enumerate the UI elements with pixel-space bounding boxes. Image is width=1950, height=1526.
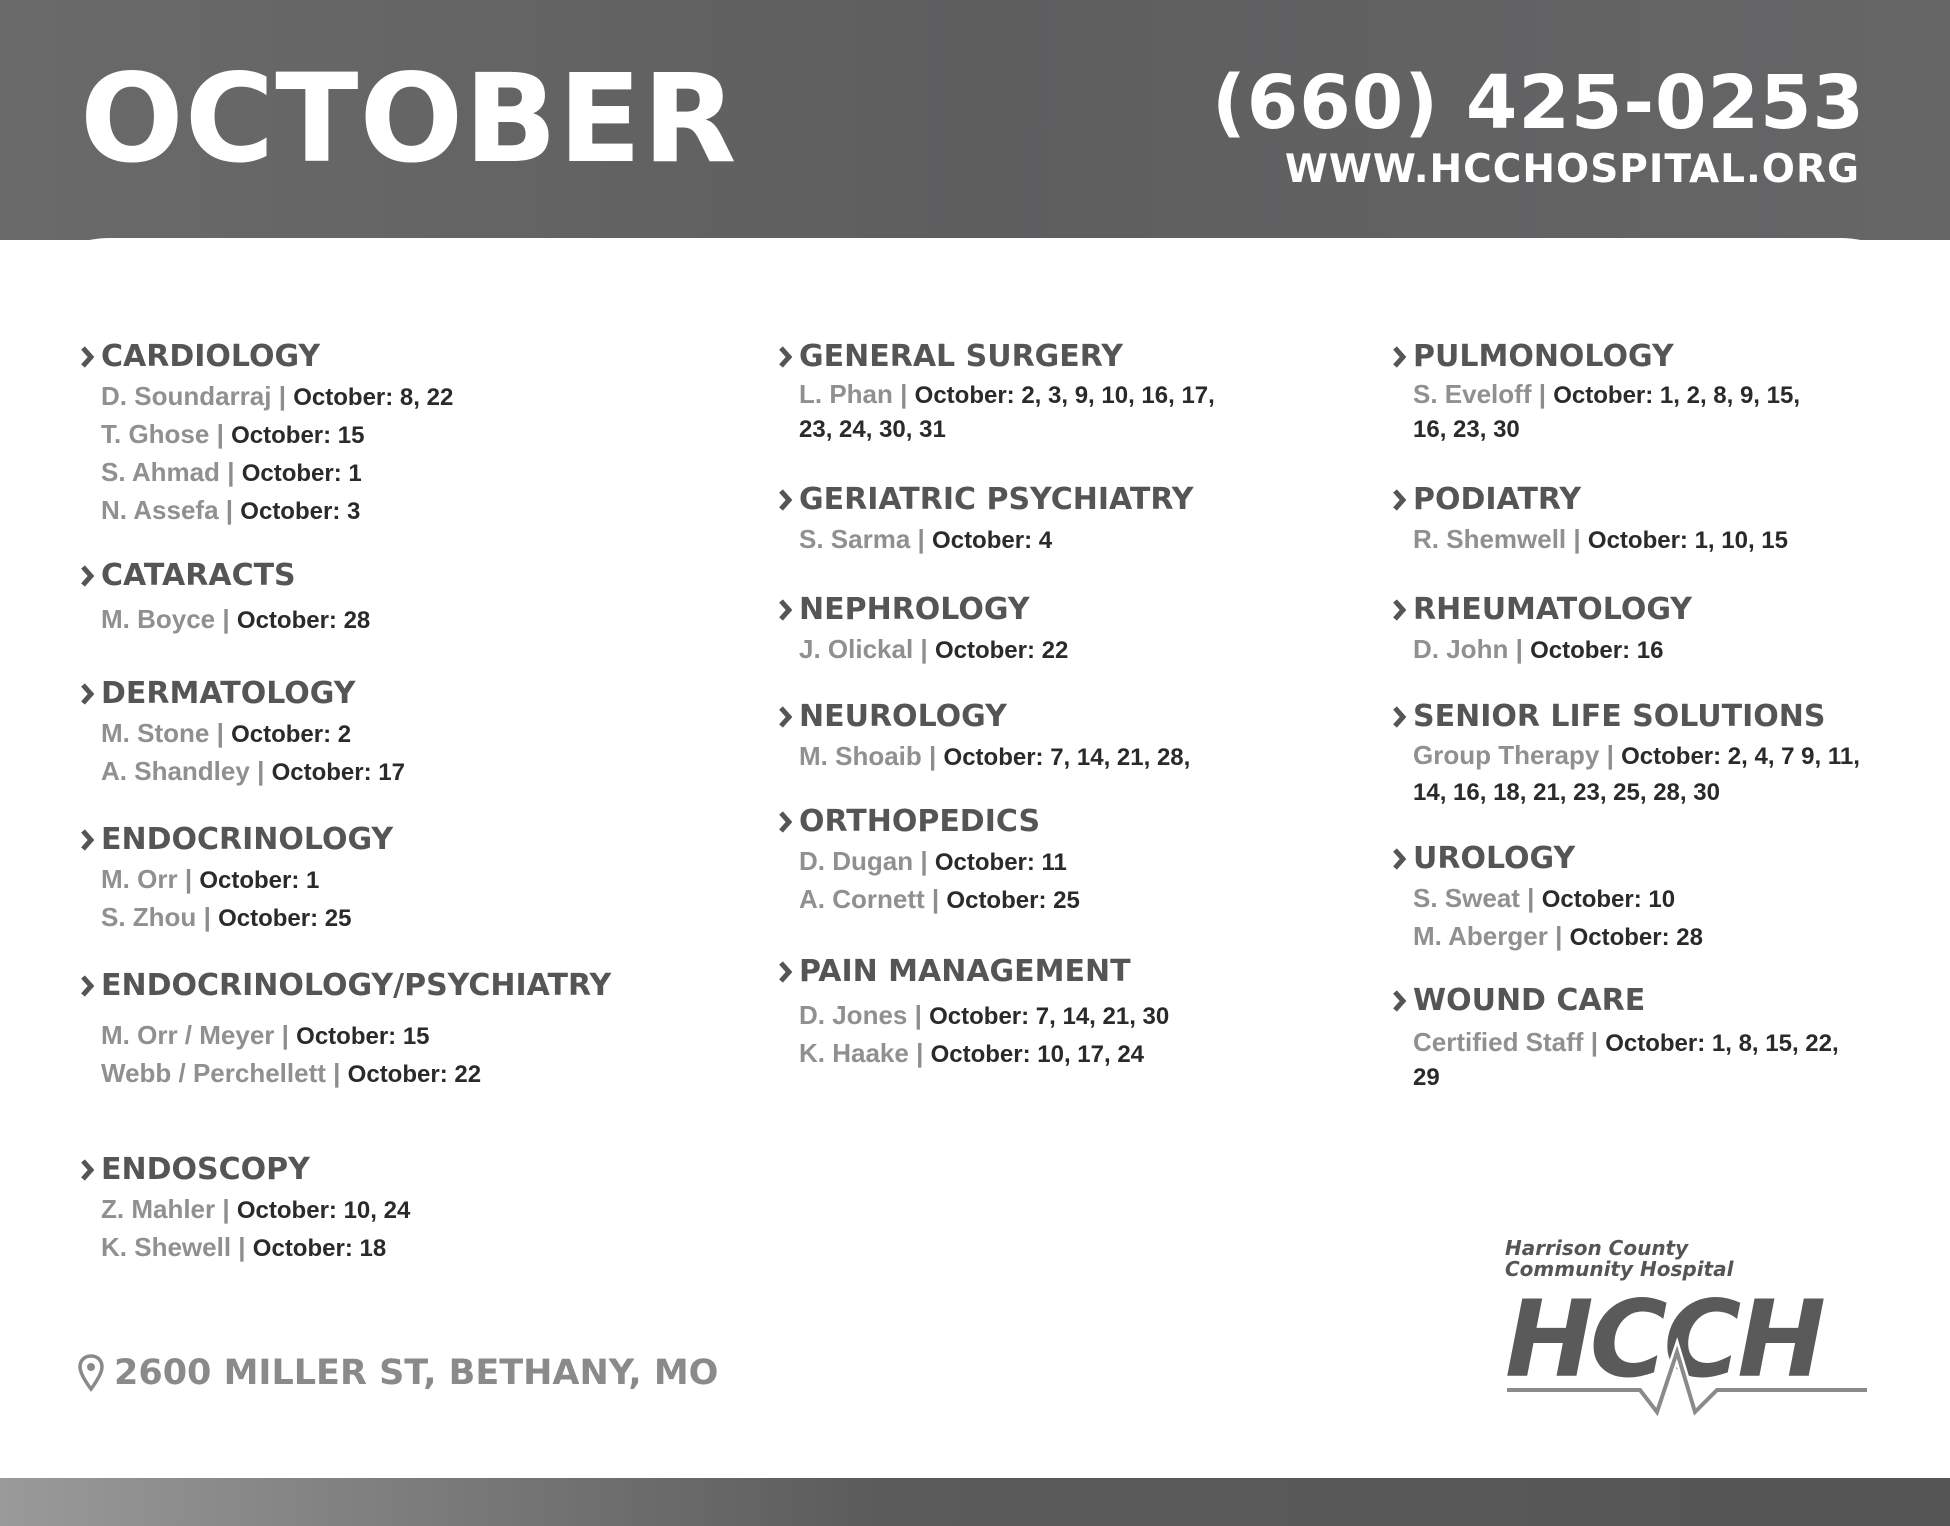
doctor-name: R. Shemwell [1413, 524, 1567, 554]
chevron-right-icon [78, 826, 98, 854]
dept-pain-management [776, 955, 1169, 1073]
list-item: Webb / Perchellett | October: 22 [101, 1058, 482, 1088]
chevron-right-icon [1390, 987, 1410, 1015]
doctor-name: S. Ahmad [101, 457, 220, 487]
doctor-name: S. Zhou [101, 902, 197, 932]
chevron-right-icon [78, 972, 98, 1000]
dept-neurology [776, 700, 1190, 776]
dept-title: PULMONOLOGY [1413, 339, 1674, 374]
dept-cardiology [78, 340, 453, 530]
dept-title: PAIN MANAGEMENT [799, 954, 1131, 989]
address-text: 2600 MILLER ST, BETHANY, MO [114, 1353, 719, 1393]
dept-title: NEPHROLOGY [799, 592, 1030, 627]
dept-podiatry [1390, 483, 1788, 559]
header-banner [0, 0, 1950, 240]
doctor-name: T. Ghose [101, 419, 210, 449]
doctor-name: M. Orr [101, 864, 178, 894]
dept-title: DERMATOLOGY [101, 676, 356, 711]
address [78, 1353, 718, 1393]
dept-title: SENIOR LIFE SOLUTIONS [1413, 699, 1826, 734]
location-pin-icon [78, 1354, 104, 1392]
doctor-name: A. Cornett [799, 884, 925, 914]
dates: October: 10, 17, 24 [930, 1041, 1145, 1068]
dept-title: NEUROLOGY [799, 699, 1007, 734]
list-item: K. Shewell | October: 18 [101, 1232, 387, 1262]
chevron-right-icon [1390, 343, 1410, 371]
dept-title: ENDOCRINOLOGY/PSYCHIATRY [101, 968, 612, 1003]
dates: October: 10 [1541, 886, 1676, 913]
dates: October: 22 [347, 1061, 482, 1088]
list-item: M. Boyce | October: 28 [101, 604, 371, 634]
dept-orthopedics [776, 805, 1080, 919]
list-item: M. Orr / Meyer | October: 15 [101, 1020, 430, 1050]
chevron-right-icon [776, 343, 796, 371]
dept-title: UROLOGY [1413, 841, 1576, 876]
doctor-name: M. Boyce [101, 604, 216, 634]
list-item: D. John | October: 16 [1413, 634, 1664, 664]
dates: October: 1, 10, 15 [1587, 527, 1788, 554]
doctor-name: Certified Staff [1413, 1027, 1584, 1057]
logo-line-2: Community Hospital [1505, 1257, 1734, 1281]
chevron-right-icon [776, 958, 796, 986]
dept-dermatology [78, 677, 405, 791]
doctor-name: N. Assefa [101, 495, 219, 525]
dates: October: 2, 3, 9, 10, 16, 17, 23, 24, 30, 31 [799, 382, 1215, 443]
dates: October: 8, 22 [293, 384, 454, 411]
dates: October: 25 [218, 905, 352, 932]
dates: October: 22 [934, 637, 1069, 664]
page-title: OCTOBER [80, 48, 738, 190]
dates: October: 11 [934, 849, 1067, 876]
list-item: S. Eveloff | October: 1, 2, 8, 9, 15, 16, 23, 30 [1413, 379, 1801, 443]
doctor-name: K. Haake [799, 1038, 909, 1068]
dept-title: GENERAL SURGERY [799, 339, 1123, 374]
list-item: N. Assefa | October: 3 [101, 495, 361, 525]
dept-senior-life-solutions [1390, 700, 1870, 810]
doctor-name: Webb / Perchellett [101, 1058, 326, 1088]
dept-title: ENDOSCOPY [101, 1152, 310, 1187]
doctor-name: M. Orr / Meyer [101, 1020, 275, 1050]
website-link[interactable]: WWW.HCCHOSPITAL.ORG [1284, 147, 1860, 192]
doctor-name: D. Soundarraj [101, 381, 272, 411]
doctor-name: D. Jones [799, 1000, 908, 1030]
dept-general-surgery [776, 340, 1246, 446]
dept-title: RHEUMATOLOGY [1413, 592, 1693, 627]
dept-title: ORTHOPEDICS [799, 804, 1041, 839]
list-item: Z. Mahler | October: 10, 24 [101, 1194, 411, 1224]
chevron-right-icon [78, 1156, 98, 1184]
chevron-right-icon [1390, 845, 1410, 873]
list-item: L. Phan | October: 2, 3, 9, 10, 16, 17, 23, 24, 30, 31 [799, 379, 1215, 443]
dates: October: 25 [946, 887, 1080, 914]
dates: October: 7, 14, 21, 30 [929, 1003, 1170, 1030]
logo-mark-text: HCCH [1505, 1280, 1823, 1401]
doctor-name: Group Therapy [1413, 740, 1600, 770]
chevron-right-icon [78, 680, 98, 708]
chevron-right-icon [776, 703, 796, 731]
dates: October: 10, 24 [236, 1197, 411, 1224]
chevron-right-icon [78, 562, 98, 590]
dept-endoscopy [78, 1153, 410, 1267]
doctor-name: A. Shandley [101, 756, 250, 786]
list-item: M. Aberger | October: 28 [1413, 921, 1703, 951]
list-item: A. Cornett | October: 25 [799, 884, 1080, 914]
list-item: S. Zhou | October: 25 [101, 902, 352, 932]
doctor-name: S. Sweat [1413, 883, 1520, 913]
list-item: J. Olickal | October: 22 [799, 634, 1069, 664]
dates: October: 1, 2, 8, 9, 15, 16, 23, 30 [1413, 382, 1801, 443]
list-item: R. Shemwell | October: 1, 10, 15 [1413, 524, 1788, 554]
dept-title: CARDIOLOGY [101, 339, 321, 374]
dept-rheumatology [1390, 593, 1692, 669]
dept-title: PODIATRY [1413, 482, 1582, 517]
list-item: Certified Staff | October: 1, 8, 15, 22, 29 [1413, 1027, 1839, 1091]
dept-cataracts [78, 559, 370, 639]
list-item: M. Shoaib | October: 7, 14, 21, 28, [799, 741, 1191, 771]
chevron-right-icon [776, 808, 796, 836]
doctor-name: M. Stone [101, 718, 210, 748]
list-item: S. Sarma | October: 4 [799, 524, 1053, 554]
dates: October: 15 [231, 422, 365, 449]
chevron-right-icon [1390, 703, 1410, 731]
dates: October: 17 [271, 759, 405, 786]
dates: October: 16 [1530, 637, 1664, 664]
doctor-name: M. Aberger [1413, 921, 1548, 951]
doctor-name: M. Shoaib [799, 741, 922, 771]
dept-geriatric-psychiatry [776, 483, 1194, 559]
dept-urology [1390, 842, 1703, 956]
doctor-name: D. John [1413, 634, 1509, 664]
dates: October: 18 [252, 1235, 387, 1262]
list-item: M. Stone | October: 2 [101, 718, 352, 748]
chevron-right-icon [1390, 596, 1410, 624]
dept-title: WOUND CARE [1413, 983, 1646, 1018]
doctor-name: S. Eveloff [1413, 379, 1532, 409]
list-item: D. Soundarraj | October: 8, 22 [101, 381, 454, 411]
dates: October: 28 [236, 607, 371, 634]
doctor-name: K. Shewell [101, 1232, 232, 1262]
chevron-right-icon [78, 343, 98, 371]
dept-endocrinology-psychiatry [78, 969, 611, 1093]
dept-wound-care [1390, 984, 1870, 1094]
dates: October: 2 [231, 721, 352, 748]
dept-pulmonology [1390, 340, 1810, 446]
list-item: A. Shandley | October: 17 [101, 756, 405, 786]
dates: October: 3 [240, 498, 361, 525]
chevron-right-icon [776, 596, 796, 624]
list-item: D. Jones | October: 7, 14, 21, 30 [799, 1000, 1170, 1030]
list-item: S. Ahmad | October: 1 [101, 457, 362, 487]
dates: October: 28 [1569, 924, 1703, 951]
dates: October: 1, 8, 15, 22, 29 [1413, 1030, 1839, 1091]
dates: October: 4 [932, 527, 1053, 554]
dept-title: CATARACTS [101, 558, 296, 593]
doctor-name: Z. Mahler [101, 1194, 216, 1224]
phone-number[interactable]: (660) 425-0253 [1211, 60, 1865, 146]
doctor-name: J. Olickal [799, 634, 914, 664]
dept-endocrinology [78, 823, 393, 937]
chevron-right-icon [776, 486, 796, 514]
list-item: T. Ghose | October: 15 [101, 419, 365, 449]
dept-title: ENDOCRINOLOGY [101, 822, 394, 857]
doctor-name: D. Dugan [799, 846, 914, 876]
doctor-name: L. Phan [799, 379, 893, 409]
dates: October: 1 [199, 867, 320, 894]
doctor-name: S. Sarma [799, 524, 911, 554]
dates: October: 1 [241, 460, 362, 487]
chevron-right-icon [1390, 486, 1410, 514]
hospital-logo [1505, 1238, 1875, 1418]
hcch-logo-mark [1505, 1280, 1875, 1420]
footer-bar [0, 1478, 1950, 1526]
dates: October: 15 [296, 1023, 430, 1050]
list-item: M. Orr | October: 1 [101, 864, 320, 894]
logo-line-1: Harrison County [1505, 1236, 1689, 1260]
dept-title: GERIATRIC PSYCHIATRY [799, 482, 1194, 517]
dept-nephrology [776, 593, 1068, 669]
list-item: Group Therapy | October: 2, 4, 7 9, 11, 14, 16, 18, 21, 23, 25, 28, 30 [1413, 740, 1860, 806]
dates: October: 2, 4, 7 9, 11, 14, 16, 18, 21, 23, 25, 28, 30 [1413, 743, 1860, 806]
list-item: S. Sweat | October: 10 [1413, 883, 1676, 913]
dates: October: 7, 14, 21, 28, [943, 744, 1191, 771]
list-item: D. Dugan | October: 11 [799, 846, 1067, 876]
list-item: K. Haake | October: 10, 17, 24 [799, 1038, 1145, 1068]
